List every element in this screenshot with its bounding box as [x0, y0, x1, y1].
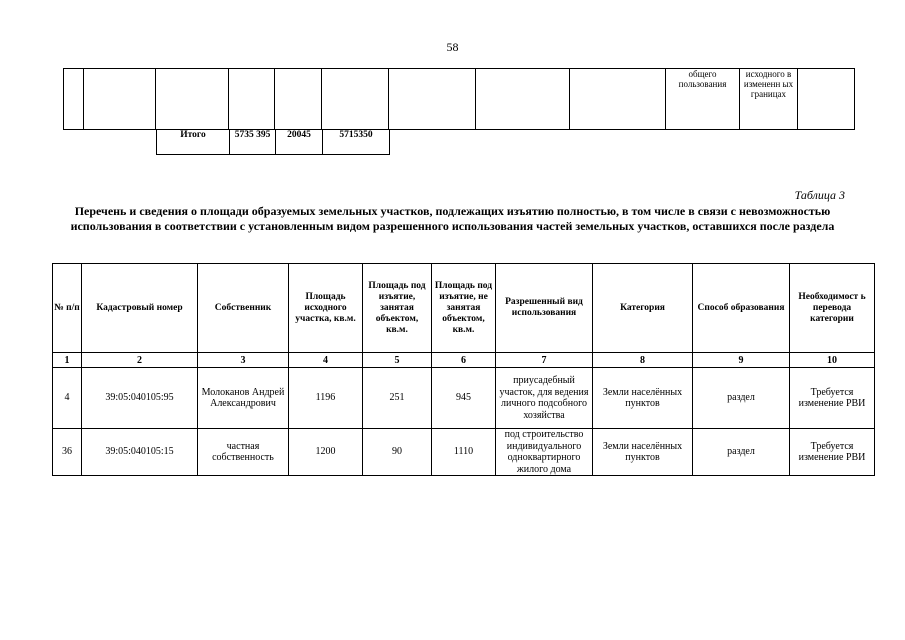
- summary-value-1: 5735 395: [230, 130, 276, 155]
- fragment-row: [64, 69, 855, 130]
- summary-row-table: [156, 129, 390, 155]
- page-number: 58: [446, 40, 459, 54]
- column-number-row: [53, 353, 875, 368]
- fragment-cell: [389, 69, 476, 130]
- previous-table-fragment: [63, 68, 855, 130]
- cell-unoccupied-area: 945: [432, 368, 496, 429]
- table-row: [53, 368, 875, 429]
- column-number: 5: [363, 353, 432, 368]
- header-occupied-area: Площадь под изъятие, занятая объектом, кв.м.: [363, 264, 432, 353]
- cell-owner: частная собственность: [198, 429, 289, 476]
- header-formation-method: Способ образования: [693, 264, 790, 353]
- summary-row: [157, 130, 390, 155]
- table-label: Таблица 3: [794, 188, 845, 202]
- header-number: № п/п: [53, 264, 82, 353]
- header-category-transfer: Необходимост ь перевода категории: [790, 264, 875, 353]
- header-category: Категория: [593, 264, 693, 353]
- cell-occupied-area: 90: [363, 429, 432, 476]
- column-number: 3: [198, 353, 289, 368]
- fragment-cell: [798, 69, 855, 130]
- cell-cadastral: 39:05:040105:15: [82, 429, 198, 476]
- table-title: Перечень и сведения о площади образуемых земельных участков, подлежащих изъятию полностью, в том числе в связи с невозможностью использования в соответствии с установленным видом разрешенного использования частей земельных участков, оставшихся после раздела: [70, 204, 835, 233]
- cell-number: 4: [53, 368, 82, 429]
- fragment-cell: [322, 69, 389, 130]
- fragment-cell: [64, 69, 84, 130]
- column-number: 9: [693, 353, 790, 368]
- cell-permitted-use: приусадебный участок, для ведения личного подсобного хозяйства: [496, 368, 593, 429]
- cell-category: Земли населённых пунктов: [593, 429, 693, 476]
- column-number: 1: [53, 353, 82, 368]
- fragment-cell: [476, 69, 570, 130]
- table-row: [53, 429, 875, 476]
- fragment-cell: [156, 69, 229, 130]
- fragment-cell: [229, 69, 275, 130]
- fragment-cell: [275, 69, 322, 130]
- cell-permitted-use: под строительство индивидуального однoквартирного жилого дома: [496, 429, 593, 476]
- cell-cadastral: 39:05:040105:95: [82, 368, 198, 429]
- header-unoccupied-area: Площадь под изъятие, не занятая объектом, кв.м.: [432, 264, 496, 353]
- cell-category-transfer: Требуется изменение РВИ: [790, 368, 875, 429]
- cell-owner: Молоканов Андрей Александрович: [198, 368, 289, 429]
- summary-value-2: 20045: [276, 130, 323, 155]
- header-original-area: Площадь исходного участка, кв.м.: [289, 264, 363, 353]
- column-number: 8: [593, 353, 693, 368]
- cell-formation-method: раздел: [693, 368, 790, 429]
- cell-unoccupied-area: 1110: [432, 429, 496, 476]
- cell-category-transfer: Требуется изменение РВИ: [790, 429, 875, 476]
- fragment-cell: [570, 69, 666, 130]
- cell-number: 36: [53, 429, 82, 476]
- land-plots-table: [52, 263, 875, 476]
- summary-label: Итого: [157, 130, 230, 155]
- header-row: [53, 264, 875, 353]
- cell-occupied-area: 251: [363, 368, 432, 429]
- header-cadastral: Кадастровый номер: [82, 264, 198, 353]
- cell-original-area: 1200: [289, 429, 363, 476]
- fragment-cell: [84, 69, 156, 130]
- column-number: 6: [432, 353, 496, 368]
- fragment-cell-borders: исходного в измененн ых границах: [740, 69, 798, 130]
- cell-original-area: 1196: [289, 368, 363, 429]
- column-number: 10: [790, 353, 875, 368]
- column-number: 7: [496, 353, 593, 368]
- header-owner: Собственник: [198, 264, 289, 353]
- fragment-cell-usage: общего пользования: [666, 69, 740, 130]
- cell-formation-method: раздел: [693, 429, 790, 476]
- column-number: 2: [82, 353, 198, 368]
- header-permitted-use: Разрешенный вид использования: [496, 264, 593, 353]
- summary-value-3: 5715350: [323, 130, 390, 155]
- column-number: 4: [289, 353, 363, 368]
- cell-category: Земли населённых пунктов: [593, 368, 693, 429]
